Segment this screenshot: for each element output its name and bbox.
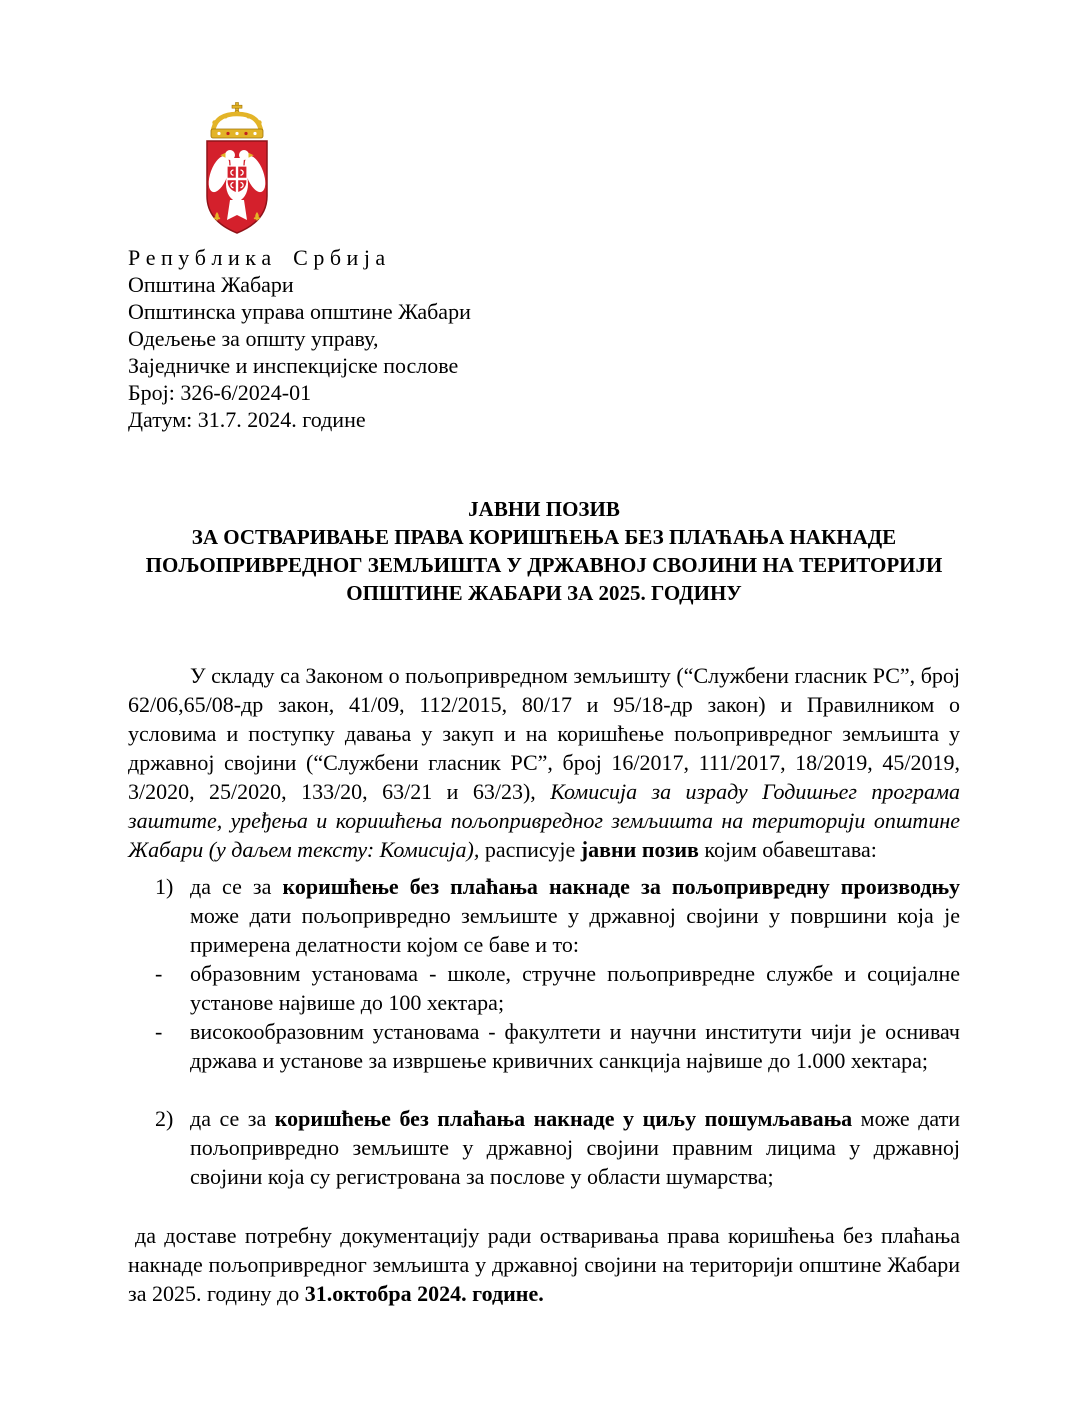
document-content <box>0 102 1088 1308</box>
item2-text-1: да се за <box>190 1106 275 1131</box>
intro-paragraph <box>128 661 960 864</box>
closing-text: да доставе потребну документацију ради остваривања права коришћења без плаћања накнаде пољопривредног земљишта у државној својини на територији општине Жабари за 2025. годину до <box>128 1223 960 1306</box>
intro-text-2: расписује <box>479 837 581 862</box>
document-title <box>128 495 960 607</box>
item1-bold: коришћење без плаћања накнаде за пољопривредну производњу <box>282 874 960 899</box>
coat-inner-shield <box>227 166 247 193</box>
letterhead-department-line-2: Заједничке и инспекцијске послове <box>128 353 459 378</box>
items-list <box>128 872 960 1191</box>
letterhead-administration: Општинска управа општине Жабари <box>128 299 471 324</box>
list-item-2 <box>155 1104 960 1191</box>
bullet-item-1-text: образовним установама - школе, стручне пољопривредне службе и социјалне установе највише до 100 хектара; <box>190 961 960 1015</box>
list-item-2-marker: 2) <box>155 1106 174 1131</box>
title-line-4: ОПШТИНЕ ЖАБАРИ ЗА 2025. ГОДИНУ <box>346 581 742 605</box>
bullet-item-2-marker: - <box>155 1019 163 1044</box>
letterhead <box>128 244 960 433</box>
letterhead-country: Р е п у б л и к а С р б и ј а <box>128 245 386 270</box>
item1-text-2: може дати пољопривредно земљиште у државној својини у површини која је примерена делатности којом се баве и то: <box>190 903 960 957</box>
letterhead-department-line-1: Одељење за општу управу, <box>128 326 379 351</box>
intro-commission-italic: Комисија за израду Годишњег програма заштите, уређења и коришћења пољопривредног земљишта на територији општине Жабари (у даљем тексту: Комисија), <box>128 779 960 862</box>
list-item-1-text <box>190 872 960 959</box>
coat-of-arms-svg <box>198 102 276 236</box>
bullet-item-2 <box>155 1017 960 1075</box>
list-item-1 <box>155 872 960 959</box>
intro-text-3: којим обавештава: <box>698 837 877 862</box>
closing-paragraph <box>128 1221 960 1308</box>
intro-public-call-bold: јавни позив <box>580 837 699 862</box>
list-item-2-text <box>190 1104 960 1191</box>
title-line-3: ПОЉОПРИВРЕДНОГ ЗЕМЉИШТА У ДРЖАВНОЈ СВОЈИНИ НА ТЕРИТОРИЈИ <box>145 553 943 577</box>
item2-text-2: може дати пољопривредно земљиште у државној својини правним лицима у државној својини која су регистрована за послове у области шумарства; <box>190 1106 960 1189</box>
bullet-item-1 <box>155 959 960 1017</box>
item1-text-1: да се за <box>190 874 283 899</box>
serbia-coat-of-arms-icon <box>198 102 276 236</box>
list-item-1-marker: 1) <box>155 874 174 899</box>
letterhead-case-number: Број: 326-6/2024-01 <box>128 380 312 405</box>
letterhead-municipality: Општина Жабари <box>128 272 294 297</box>
bullet-item-1-marker: - <box>155 961 163 986</box>
title-line-2: ЗА ОСТВАРИВАЊЕ ПРАВА КОРИШЋЕЊА БЕЗ ПЛАЋАЊА НАКНАДЕ <box>191 525 897 549</box>
bullet-item-2-text: високообразовним установама - факултети и научни институти чији је оснивач држава и установе за извршење кривичних санкција највише до 1.000 хектара; <box>190 1019 960 1073</box>
item2-bold: коришћење без плаћања накнаде у циљу пошумљавања <box>274 1106 853 1131</box>
coat-crown <box>211 103 263 139</box>
title-line-1: ЈАВНИ ПОЗИВ <box>468 497 620 521</box>
intro-text-1: У складу са Законом о пољопривредном земљишту (“Службени гласник РС”, број 62/06,65/08-др закон, 41/09, 112/2015, 80/17 и 95/18-др закон) и Правилником о условима и поступку давања у закуп и на коришћење пољопривредног земљишта у државној својини (“Службени гласник РС”, број 16/2017, 111/2017, 18/2019, 45/2019, 3/2020, 25/2020, 133/20, 63/21 и 63/23), <box>128 663 960 804</box>
closing-deadline-bold: 31.октобра 2024. године. <box>304 1281 544 1306</box>
letterhead-date: Датум: 31.7. 2024. године <box>128 407 366 432</box>
